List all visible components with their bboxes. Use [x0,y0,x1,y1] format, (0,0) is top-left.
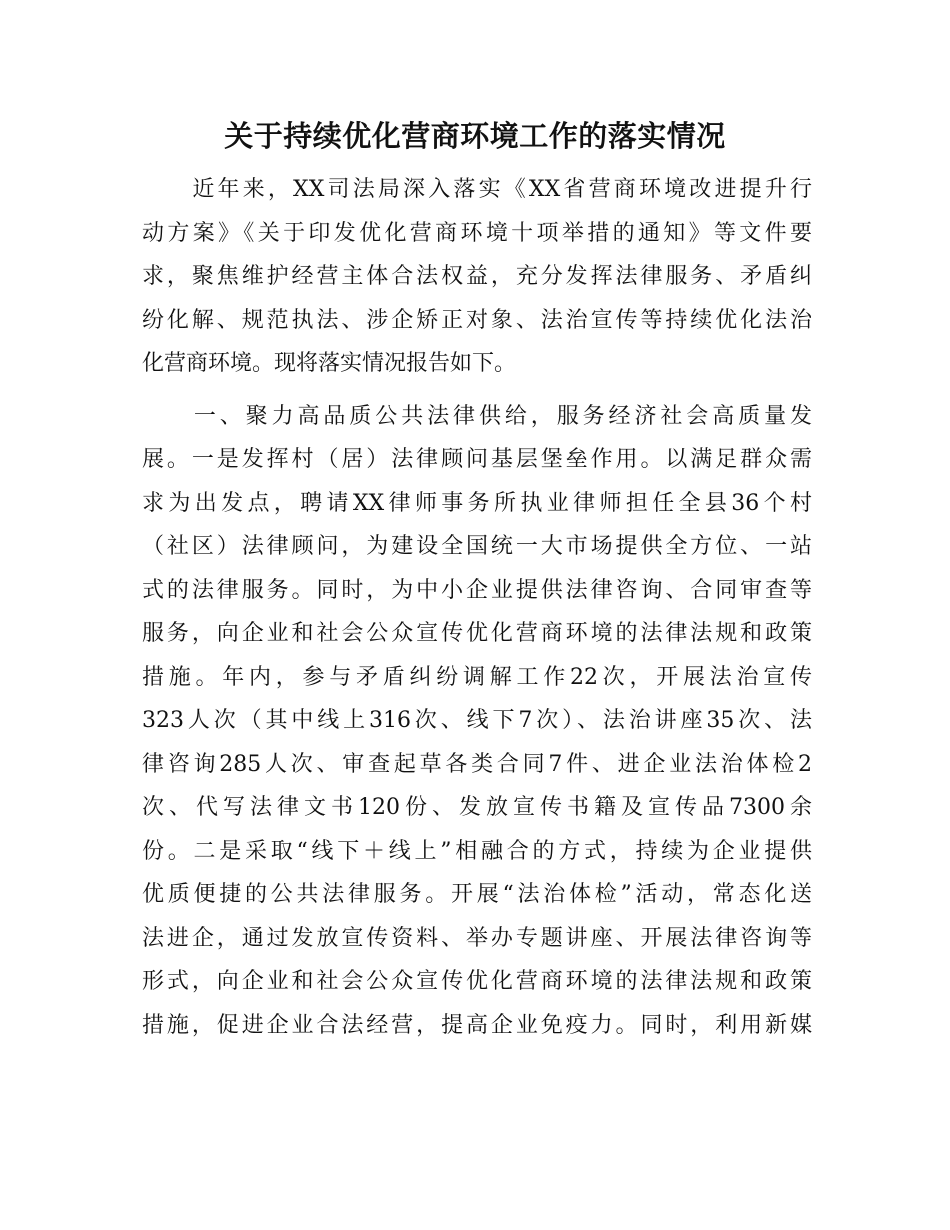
text-line: 一、聚力高品质公共法律供给，服务经济社会高质量发 [142,403,812,429]
text-line: 措施。年内，参与矛盾纠纷调解工作22次，开展法治宣传 [142,664,812,690]
text-line: 法进企，通过发放宣传资料、举办专题讲座、开展法律咨询等 [142,925,812,951]
text-line: 优质便捷的公共法律服务。开展“法治体检”活动，常态化送 [142,882,812,907]
text-line: 求，聚焦维护经营主体合法权益，充分发挥法律服务、矛盾纠 [142,264,812,289]
paragraph-gap [142,386,812,395]
text-line: 式的法律服务。同时，为中小企业提供法律咨询、合同审查等 [142,577,812,603]
text-line: 化营商环境。现将落实情况报告如下。 [142,351,517,376]
text-line: 份。二是采取“线下＋线上”相融合的方式，持续为企业提供 [142,838,812,864]
text-line: 服务，向企业和社会公众宣传优化营商环境的法律法规和政策 [142,621,812,646]
document-title: 关于持续优化营商环境工作的落实情况 [224,119,726,153]
text-line: 律咨询285人次、审查起草各类合同7件、进企业法治体检2 [142,751,812,777]
text-line: 措施，促进企业合法经营，提高企业免疫力。同时，利用新媒 [142,1012,812,1038]
document-body [142,168,812,1047]
text-line: 323人次（其中线上316次、线下7次）、法治讲座35次、法 [142,708,812,733]
text-line: 求为出发点，聘请XX律师事务所执业律师担任全县36个村 [142,490,812,516]
text-line: 次、代写法律文书120份、发放宣传书籍及宣传品7300余 [142,795,812,820]
text-line: 展。一是发挥村（居）法律顾问基层堡垒作用。以满足群众需 [142,447,812,472]
text-line: 动方案》《关于印发优化营商环境十项举措的通知》等文件要 [142,220,812,246]
text-line: （社区）法律顾问，为建设全国统一大市场提供全方位、一站 [142,534,812,559]
text-line: 纷化解、规范执法、涉企矫正对象、法治宣传等持续优化法治 [142,307,812,333]
text-line: 形式，向企业和社会公众宣传优化营商环境的法律法规和政策 [142,969,812,994]
text-line: 近年来，XX司法局深入落实《XX省营商环境改进提升行 [142,177,812,202]
